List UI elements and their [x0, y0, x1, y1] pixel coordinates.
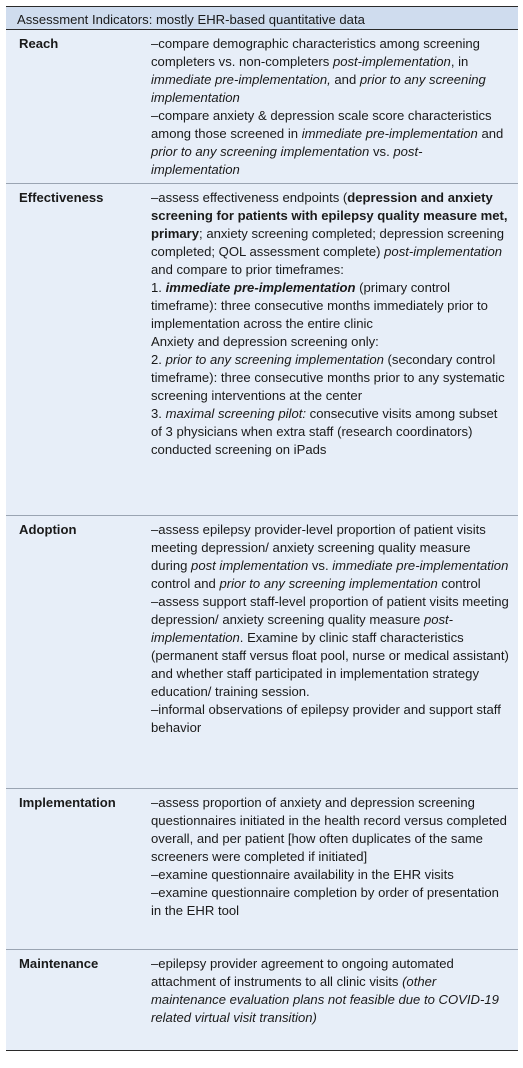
plain-text: 2. [151, 352, 166, 367]
table-row-implementation [6, 789, 518, 950]
plain-text: vs. [308, 558, 333, 573]
content-paragraph [151, 35, 510, 107]
italic-text: maximal screening pilot: [165, 406, 307, 421]
italic-text: post-implementation [151, 612, 454, 645]
italic-text: post implementation [191, 558, 309, 573]
plain-text: (secondary control timeframe): three consecutive months prior to any systematic screening interventions at the center [151, 352, 505, 403]
italic-text: post-implementation [151, 144, 423, 177]
row-label: Reach [19, 36, 59, 51]
plain-text: –assess proportion of anxiety and depression screening questionnaires initiated in the health record versus completed overall, and per patient [how often duplicates of the same screeners were completed if initiated] [151, 795, 507, 864]
plain-text: consecutive visits among subset of 3 physicians when extra staff (research coordinators) conducted screening on iPads [151, 406, 498, 457]
row-label: Adoption [19, 522, 77, 537]
plain-text: –examine questionnaire availability in the EHR visits [151, 867, 454, 882]
plain-text: and compare to prior timeframes: [151, 262, 344, 277]
row-content [146, 516, 518, 788]
table-row-reach [6, 30, 518, 184]
content-paragraph [151, 189, 510, 279]
bold-italic-text: immediate pre-implementation [165, 280, 356, 295]
plain-text: –compare anxiety & depression scale score characteristics among those screened in [151, 108, 492, 141]
row-label: Maintenance [19, 956, 99, 971]
plain-text: ; anxiety screening completed; depression screening completed; QOL assessment complete) [151, 226, 505, 259]
row-content [146, 789, 518, 949]
content-paragraph [151, 593, 510, 701]
italic-text: post-implementation [384, 244, 503, 259]
plain-text: –informal observations of epilepsy provider and support staff behavior [151, 702, 501, 735]
plain-text: control [437, 576, 481, 591]
table-row-adoption [6, 516, 518, 789]
italic-text: immediate pre-implementation [301, 126, 478, 141]
plain-text: and [477, 126, 504, 141]
italic-text: immediate pre-implementation [332, 558, 509, 573]
plain-text: control and [151, 576, 220, 591]
content-paragraph [151, 521, 510, 593]
table-row-effectiveness [6, 184, 518, 516]
content-paragraph [151, 866, 510, 884]
row-label: Effectiveness [19, 190, 104, 205]
content-paragraph [151, 351, 510, 405]
italic-text: post-implementation [332, 54, 451, 69]
bold-text: depression and anxiety screening for patients with epilepsy quality measure met, primary [151, 190, 508, 241]
plain-text: . Examine by clinic staff characteristics (permanent staff versus float pool, nurse or medical assistant) and whether staff participated in implementation strategy education/ training session. [151, 630, 509, 699]
table-row-maintenance [6, 950, 518, 1051]
plain-text: vs. [369, 144, 394, 159]
assessment-table [6, 6, 518, 1051]
plain-text: –examine questionnaire completion by order of presentation in the EHR tool [151, 885, 499, 918]
content-paragraph [151, 107, 510, 179]
content-paragraph [151, 333, 510, 351]
plain-text: –assess effectiveness endpoints ( [151, 190, 348, 205]
content-paragraph [151, 794, 510, 866]
plain-text: 3. [151, 406, 166, 421]
content-paragraph [151, 701, 510, 737]
plain-text: –assess epilepsy provider-level proportion of patient visits meeting depression/ anxiety screening quality measure during [151, 522, 486, 573]
italic-text: prior to any screening implementation [151, 144, 370, 159]
plain-text: –epilepsy provider agreement to ongoing automated attachment of instruments to all clinic visits [151, 956, 454, 989]
plain-text: –assess support staff-level proportion of patient visits meeting depression/ anxiety screening quality measure [151, 594, 509, 627]
plain-text: Anxiety and depression screening only: [151, 334, 379, 349]
row-content [146, 30, 518, 183]
content-paragraph [151, 884, 510, 920]
row-content [146, 184, 518, 515]
content-paragraph [151, 405, 510, 459]
italic-text: (other maintenance evaluation plans not feasible due to COVID-19 related virtual visit transition) [151, 974, 499, 1025]
content-paragraph [151, 279, 510, 333]
plain-text: , in [450, 54, 469, 69]
content-paragraph [151, 955, 510, 1027]
row-content [146, 950, 518, 1050]
table-body [6, 30, 518, 1051]
italic-text: prior to any screening implementation [219, 576, 438, 591]
italic-text: prior to any screening implementation [151, 72, 486, 105]
plain-text: 1. [151, 280, 166, 295]
italic-text: immediate pre-implementation, [151, 72, 331, 87]
plain-text: –compare demographic characteristics among screening completers vs. non-completers [151, 36, 480, 69]
plain-text: (primary control timeframe): three consecutive months immediately prior to implementation across the entire clinic [151, 280, 488, 331]
plain-text: and [330, 72, 360, 87]
row-label: Implementation [19, 795, 116, 810]
italic-text: prior to any screening implementation [165, 352, 384, 367]
table-header: Assessment Indicators: mostly EHR-based quantitative data [6, 6, 518, 30]
